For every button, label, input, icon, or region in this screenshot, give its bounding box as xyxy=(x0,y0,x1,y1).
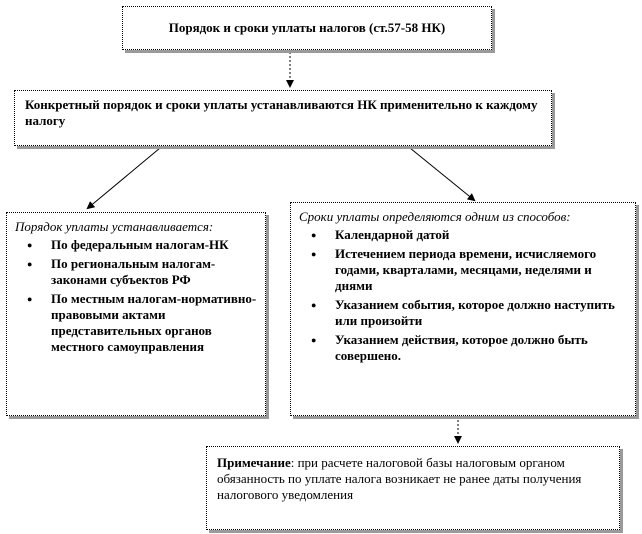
list-item: ● По региональным налогам-законами субъектов РФ xyxy=(51,256,257,288)
main-box xyxy=(14,90,552,146)
list-item: ● По местным налогам-нормативно-правовыми актами представительных органов местного самоуправления xyxy=(51,291,257,355)
payment-order-box xyxy=(6,212,266,416)
note-label: Примечание xyxy=(217,455,291,470)
arrow-main-to-left xyxy=(88,148,160,208)
list-item: ● Истечением периода времени, исчисляемого годами, кварталами, месяцами, неделями и днями xyxy=(335,246,627,294)
payment-terms-box xyxy=(290,202,636,416)
note-text: : при расчете налоговой базы налоговым органом обязанность по уплате налога возникает не ранее даты получения налогового уведомления xyxy=(217,455,582,502)
payment-order-list xyxy=(15,237,257,355)
payment-order-heading: Порядок уплаты устанавливается: xyxy=(15,219,214,234)
note-box xyxy=(206,446,620,530)
main-text: Конкретный порядок и сроки уплаты устанавливаются НК применительно к каждому налогу xyxy=(25,97,538,128)
payment-terms-heading: Сроки уплаты определяются одним из способов: xyxy=(299,209,571,224)
list-item: ● По федеральным налогам-НК xyxy=(51,237,257,253)
list-item: ● Календарной датой xyxy=(335,227,627,243)
title-text: Порядок и сроки уплаты налогов (ст.57-58 НК) xyxy=(168,20,446,35)
list-item: ● Указанием действия, которое должно быть совершено. xyxy=(335,332,627,364)
list-item: ● Указанием события, которое должно наступить или произойти xyxy=(335,297,627,329)
arrow-main-to-right xyxy=(410,148,474,200)
payment-terms-list xyxy=(299,227,627,364)
title-box xyxy=(122,6,492,50)
